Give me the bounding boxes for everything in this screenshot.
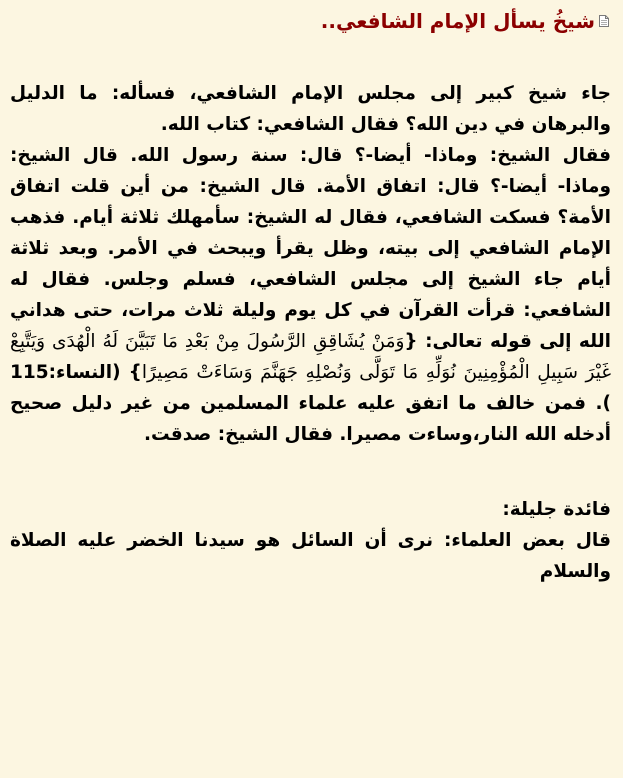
section-spacer (10, 450, 611, 494)
note-heading: فائدة جليلة: (502, 499, 611, 520)
quran-verse: وَمَنْ يُشَاقِقِ الرَّسُولَ مِنْ بَعْدِ مَا تَبَيَّنَ لَهُ الْهُدَى وَيَتَّبِعْ غَيْرَ سَبِيلِ الْمُؤْمِنِينَ نُوَلِّهِ مَا تَوَلَّى وَنُصْلِهِ جَهَنَّمَ وَسَاءَتْ مَصِيرًا (10, 331, 611, 383)
note-text: قال بعض العلماء: نرى أن السائل هو سيدنا الخضر عليه الصلاة والسلام (10, 530, 611, 582)
article-body (10, 78, 611, 450)
article-title-row (10, 4, 609, 38)
paragraph-2-end: } (النساء:115 ). فمن خالف ما اتفق عليه علماء المسلمين من غير دليل صحيح أدخله الله النار،وساءت مصيرا. فقال الشيخ: صدقت. (10, 362, 611, 445)
paragraph-2: فقال الشيخ: وماذا- أيضا-؟ قال: سنة رسول الله. قال الشيخ: وماذا- أيضا-؟ قال: اتفاق الأمة. قال الشيخ: من أين قلت اتفاق الأمة؟ فسكت الشافعي، فقال له الشيخ: سأمهلك ثلاثة أيام. فذهب الإمام الشافعي إلى بيته، وظل يقرأ ويبحث في الأمر. وبعد ثلاثة أيام جاء الشيخ إلى مجلس الشافعي، فسلم وجلس. فقال له الشافعي: قرأت القرآن في كل يوم وليلة ثلاث مرات، حتى هداني الله إلى قوله تعالى: { (10, 145, 611, 352)
paragraph-1: جاء شيخ كبير إلى مجلس الإمام الشافعي، فسأله: ما الدليل والبرهان في دين الله؟ فقال الشافعي: كتاب الله. (10, 83, 611, 135)
article-title: شيخُ يسأل الإمام الشافعي.. (320, 9, 595, 33)
document-icon (599, 15, 609, 27)
